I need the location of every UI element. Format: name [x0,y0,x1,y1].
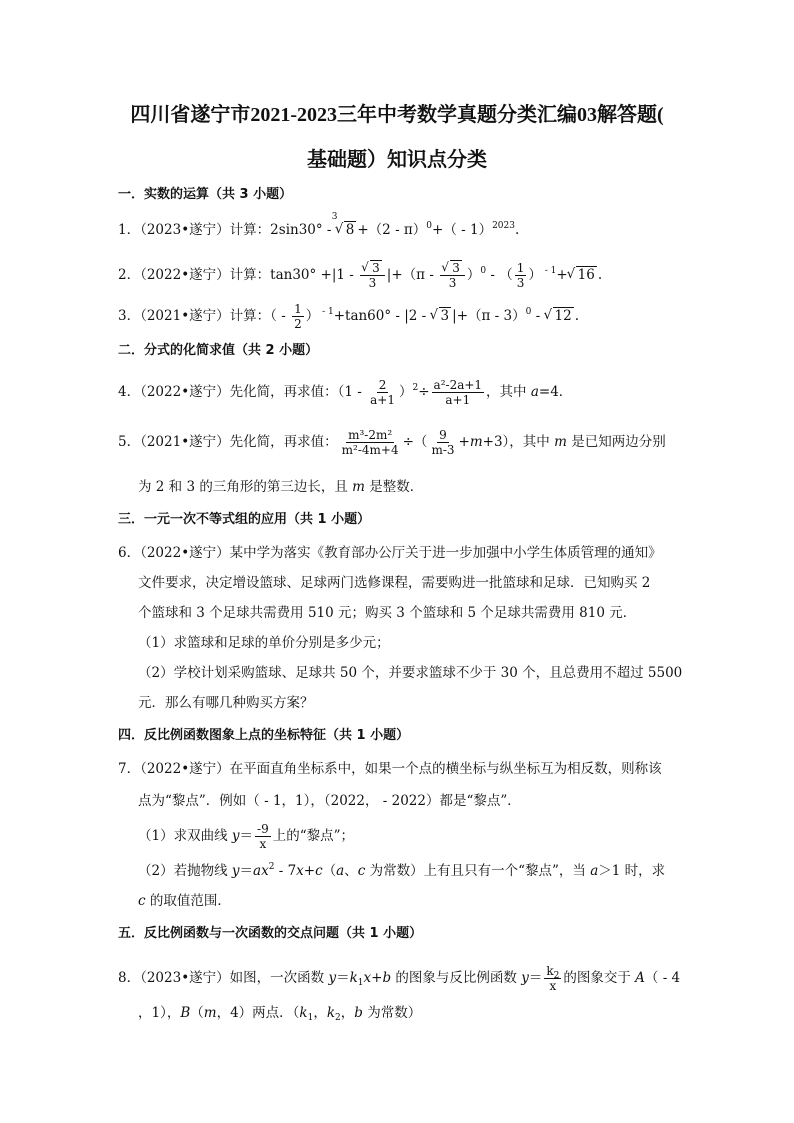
question-4: 4．（2022•遂宁）先化简，再求值：（1 - $\frac{2}{a+1}$ ）$^2$÷ $\frac{\text{a²-2a+1}}{a+1}$ ，其中 a=4． [118,378,573,407]
question-7-line2: 点为“黎点”．例如（ - 1，1），（2022， - 2022）都是“黎点”． [138,793,521,809]
question-6-line1: 6．（2022•遂宁）某中学为落实《教育部办公厅关于进一步加强中小学生体质管理的通知》 [118,545,662,561]
question-7-line1: 7．（2022•遂宁）在平面直角坐标系中，如果一个点的横坐标与纵坐标互为相反数，则称该 [118,761,662,777]
section-heading-5: 五．反比例函数与一次函数的交点问题（共 1 小题） [118,926,423,941]
question-3: 3．（2021•遂宁）计算：（ - $\frac{1}{2}$ ） $^{- 1}$+tan60° - |2 - √ 3 |+（π - 3）$^0$ - √ 12 . [118,302,579,331]
question-8-line1: 8．（2023•遂宁）如图，一次函数 $y=k_1x+b$ 的图象与反比例函数 y＝ $\frac{k_2}{x}$ 的图象交于 A（ - 4 [118,964,681,993]
question-8-line2: ，1），B（m，4）两点．（$k_1$，$k_2$，b 为常数） [138,1005,422,1023]
cube-root: √ 3 8 [336,221,357,239]
question-7-sub2-cont: c 的取值范围． [138,893,231,909]
question-6-sub2-cont: 元．那么有哪几种购买方案？ [138,695,314,711]
document-title-line2: 基础题）知识点分类 [307,149,487,171]
question-7-sub2: （2）若抛物线 $y=ax^2 - 7x+c(a$、c 为常数）上有且只有一个“黎点”，当 a＞1 时，求 [138,862,666,879]
document-title-line1: 四川省遂宁市2021-2023三年中考数学真题分类汇编03解答题( [130,104,664,126]
question-6-line3: 个篮球和 3 个足球共需费用 510 元；购买 3 个篮球和 5 个足球共需费用 810 元． [138,605,637,621]
section-heading-2: 二．分式的化简求值（共 2 小题） [118,343,319,358]
question-5: 5．（2021•遂宁）先化简，再求值： $\frac{\text{m³-2m²}}{\text{m²-4m+4}}$ ÷（ $\frac{9}{m-3}$ +m+3），其中 m 是已知两边分别 [118,428,666,457]
section-heading-3: 三．一元一次不等式组的应用（共 1 小题） [118,512,371,527]
question-6-sub1: （1）求篮球和足球的单价分别是多少元； [138,635,390,651]
question-6-sub2: （2）学校计划采购篮球、足球共 50 个，并要求篮球不少于 30 个，且总费用不超过 5500 [138,665,683,681]
section-heading-1: 一．实数的运算（共 3 小题） [118,187,293,202]
question-2: 2．（2022•遂宁）计算：tan30° +|1 - √ $\frac{3}{3}$ |+（π - √ $\frac{3}{3}$ ）$^0$ - （ $\frac{1}{3}$ ） $^{- 1}$+√ 16 . [118,261,602,290]
question-5-line2: 为 2 和 3 的三角形的第三边长，且 m 是整数． [138,479,424,495]
question-6-line2: 文件要求，决定增设篮球、足球两门选修课程，需要购进一批篮球和足球．已知购买 2 [138,575,651,591]
question-1: 1．（2023•遂宁）计算：2sin30° - √ 3 8 +（2 - π）$^0$+（ - 1）$^{2023}$. [118,221,519,239]
question-7-sub1: （1）求双曲线 y＝ $\frac{-9}{x}$ 上的“黎点”； [138,822,355,851]
section-heading-4: 四．反比例函数图象上点的坐标特征（共 1 小题） [118,728,410,743]
